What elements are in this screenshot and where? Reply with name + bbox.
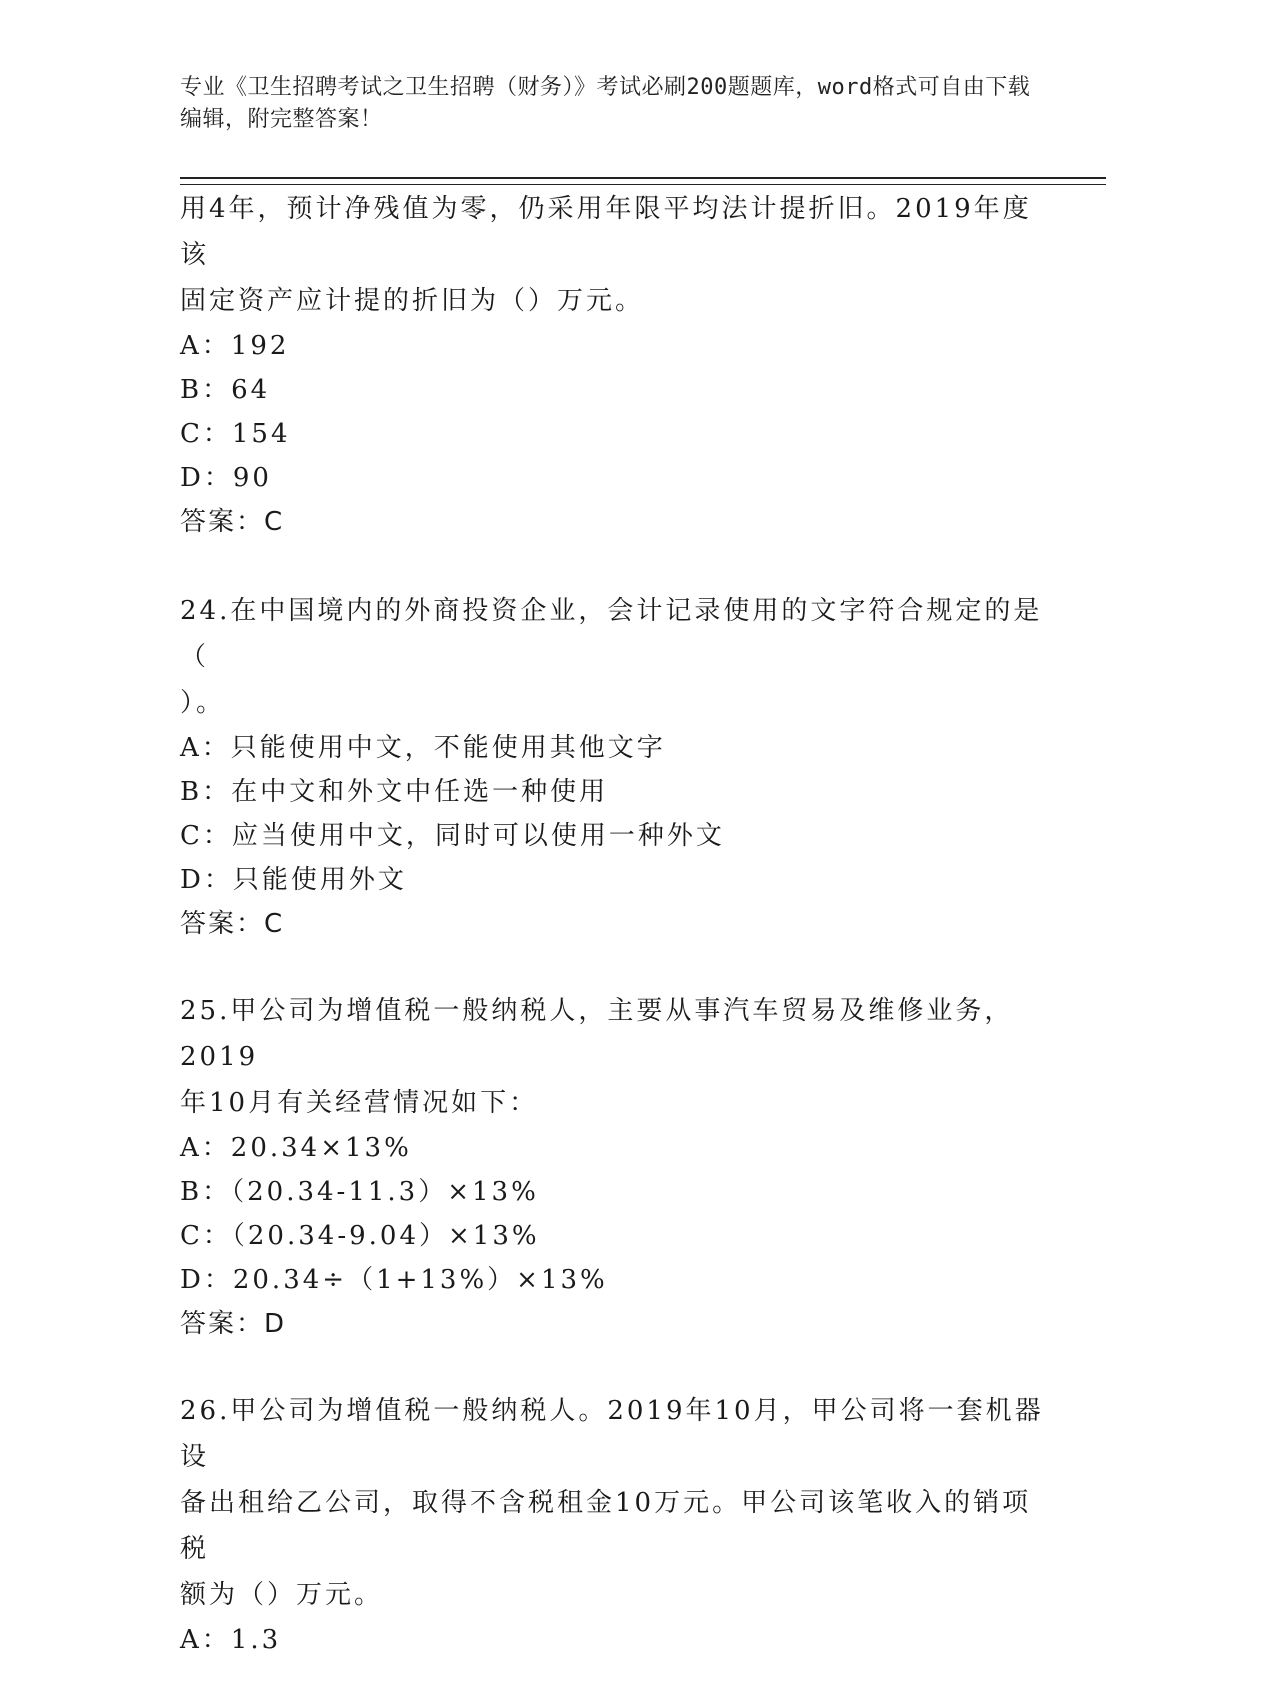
question-stem-line: ）。 <box>180 688 226 718</box>
answer-line: 答案：C <box>180 507 285 537</box>
question-list <box>180 186 1060 1704</box>
option-a: A：192 <box>180 331 290 361</box>
answer-line: 答案：D <box>180 1309 287 1339</box>
question-stem-line: 年10月有关经营情况如下： <box>180 1088 539 1118</box>
question-stem-line: 24.在中国境内的外商投资企业，会计记录使用的文字符合规定的是（ <box>180 596 1043 672</box>
header-divider-thin <box>180 184 1106 185</box>
option-c: C：（20.34-9.04）×13% <box>180 1221 540 1251</box>
option-b: B：64 <box>180 375 271 405</box>
option-c: C：应当使用中文，同时可以使用一种外文 <box>180 821 725 851</box>
question-block <box>180 1388 1060 1662</box>
question-stem-line: 25.甲公司为增值税一般纳税人，主要从事汽车贸易及维修业务，2019 <box>180 996 1014 1072</box>
answer-line: 答案：C <box>180 909 285 939</box>
header-divider-thick <box>180 177 1106 179</box>
page-header: 专业《卫生招聘考试之卫生招聘（财务）》考试必刷200题题库，word格式可自由下载编辑，附完整答案！ <box>180 75 1031 132</box>
question-block <box>180 186 1060 544</box>
option-c: C：154 <box>180 419 291 449</box>
question-block <box>180 988 1060 1346</box>
option-a: A：20.34×13% <box>180 1133 412 1163</box>
option-a: A：只能使用中文，不能使用其他文字 <box>180 733 666 763</box>
option-a: A：1.3 <box>180 1625 282 1655</box>
question-block <box>180 588 1060 946</box>
option-d: D：只能使用外文 <box>180 865 407 895</box>
question-stem-line: 备出租给乙公司，取得不含税租金10万元。甲公司该笔收入的销项税 <box>180 1488 1032 1564</box>
option-d: D：90 <box>180 463 272 493</box>
option-d: D：20.34÷（1+13%）×13% <box>180 1265 608 1295</box>
question-stem-line: 用4年，预计净残值为零，仍采用年限平均法计提折旧。2019年度该 <box>180 194 1032 270</box>
option-b: B：在中文和外文中任选一种使用 <box>180 777 609 807</box>
option-b: B：（20.34-11.3）×13% <box>180 1177 539 1207</box>
question-stem-line: 固定资产应计提的折旧为（）万元。 <box>180 286 645 316</box>
question-stem-line: 26.甲公司为增值税一般纳税人。2019年10月，甲公司将一套机器设 <box>180 1396 1044 1472</box>
question-stem-line: 额为（）万元。 <box>180 1580 384 1610</box>
